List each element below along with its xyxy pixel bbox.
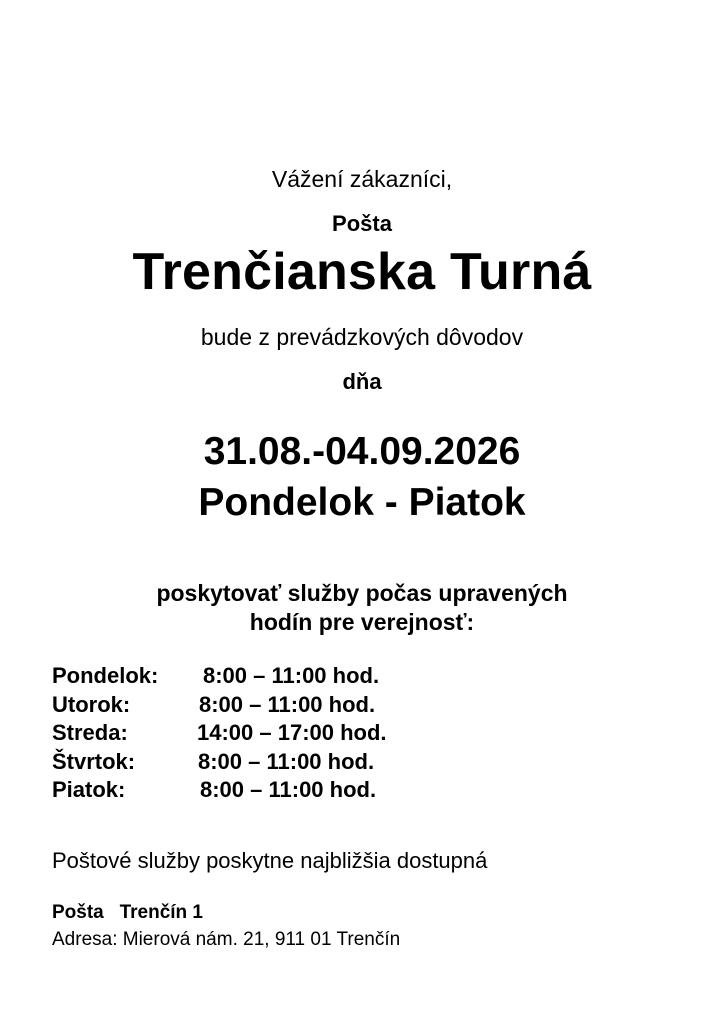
- alternative-service-note: Poštové služby poskytne najbližšia dostupná: [52, 848, 488, 873]
- alternative-office-name: Pošta Trenčín 1: [52, 902, 203, 923]
- schedule-hours: 8:00 – 11:00 hod.: [200, 777, 377, 802]
- schedule-hours: 14:00 – 17:00 hod.: [197, 720, 387, 745]
- notice-text: bude z prevádzkových dôvodov: [200, 324, 524, 350]
- day-range: Pondelok - Piatok: [198, 481, 526, 524]
- schedule-hours: 8:00 – 11:00 hod.: [203, 663, 380, 688]
- date-range: 31.08.-04.09.2026: [203, 430, 521, 473]
- office-name: Trenčianska Turná: [132, 243, 592, 301]
- schedule-day: Utorok:: [52, 691, 131, 717]
- schedule-day: Štvrtok:: [52, 748, 136, 774]
- greeting: Vážení zákazníci,: [271, 166, 453, 192]
- schedule-day: Piatok:: [52, 777, 126, 802]
- alternative-office-address: Adresa: Mierová nám. 21, 911 01 Trenčín: [52, 929, 401, 950]
- posta-label: Pošta: [332, 211, 392, 236]
- schedule-day: Pondelok:: [52, 663, 159, 688]
- schedule-hours: 8:00 – 11:00 hod.: [199, 691, 376, 717]
- service-line-2: hodín pre verejnosť:: [249, 609, 475, 635]
- day-label: dňa: [342, 369, 382, 394]
- schedule-day: Streda:: [52, 720, 128, 745]
- schedule-hours: 8:00 – 11:00 hod.: [198, 748, 375, 774]
- service-line-1: poskytovať služby počas upravených: [156, 580, 568, 606]
